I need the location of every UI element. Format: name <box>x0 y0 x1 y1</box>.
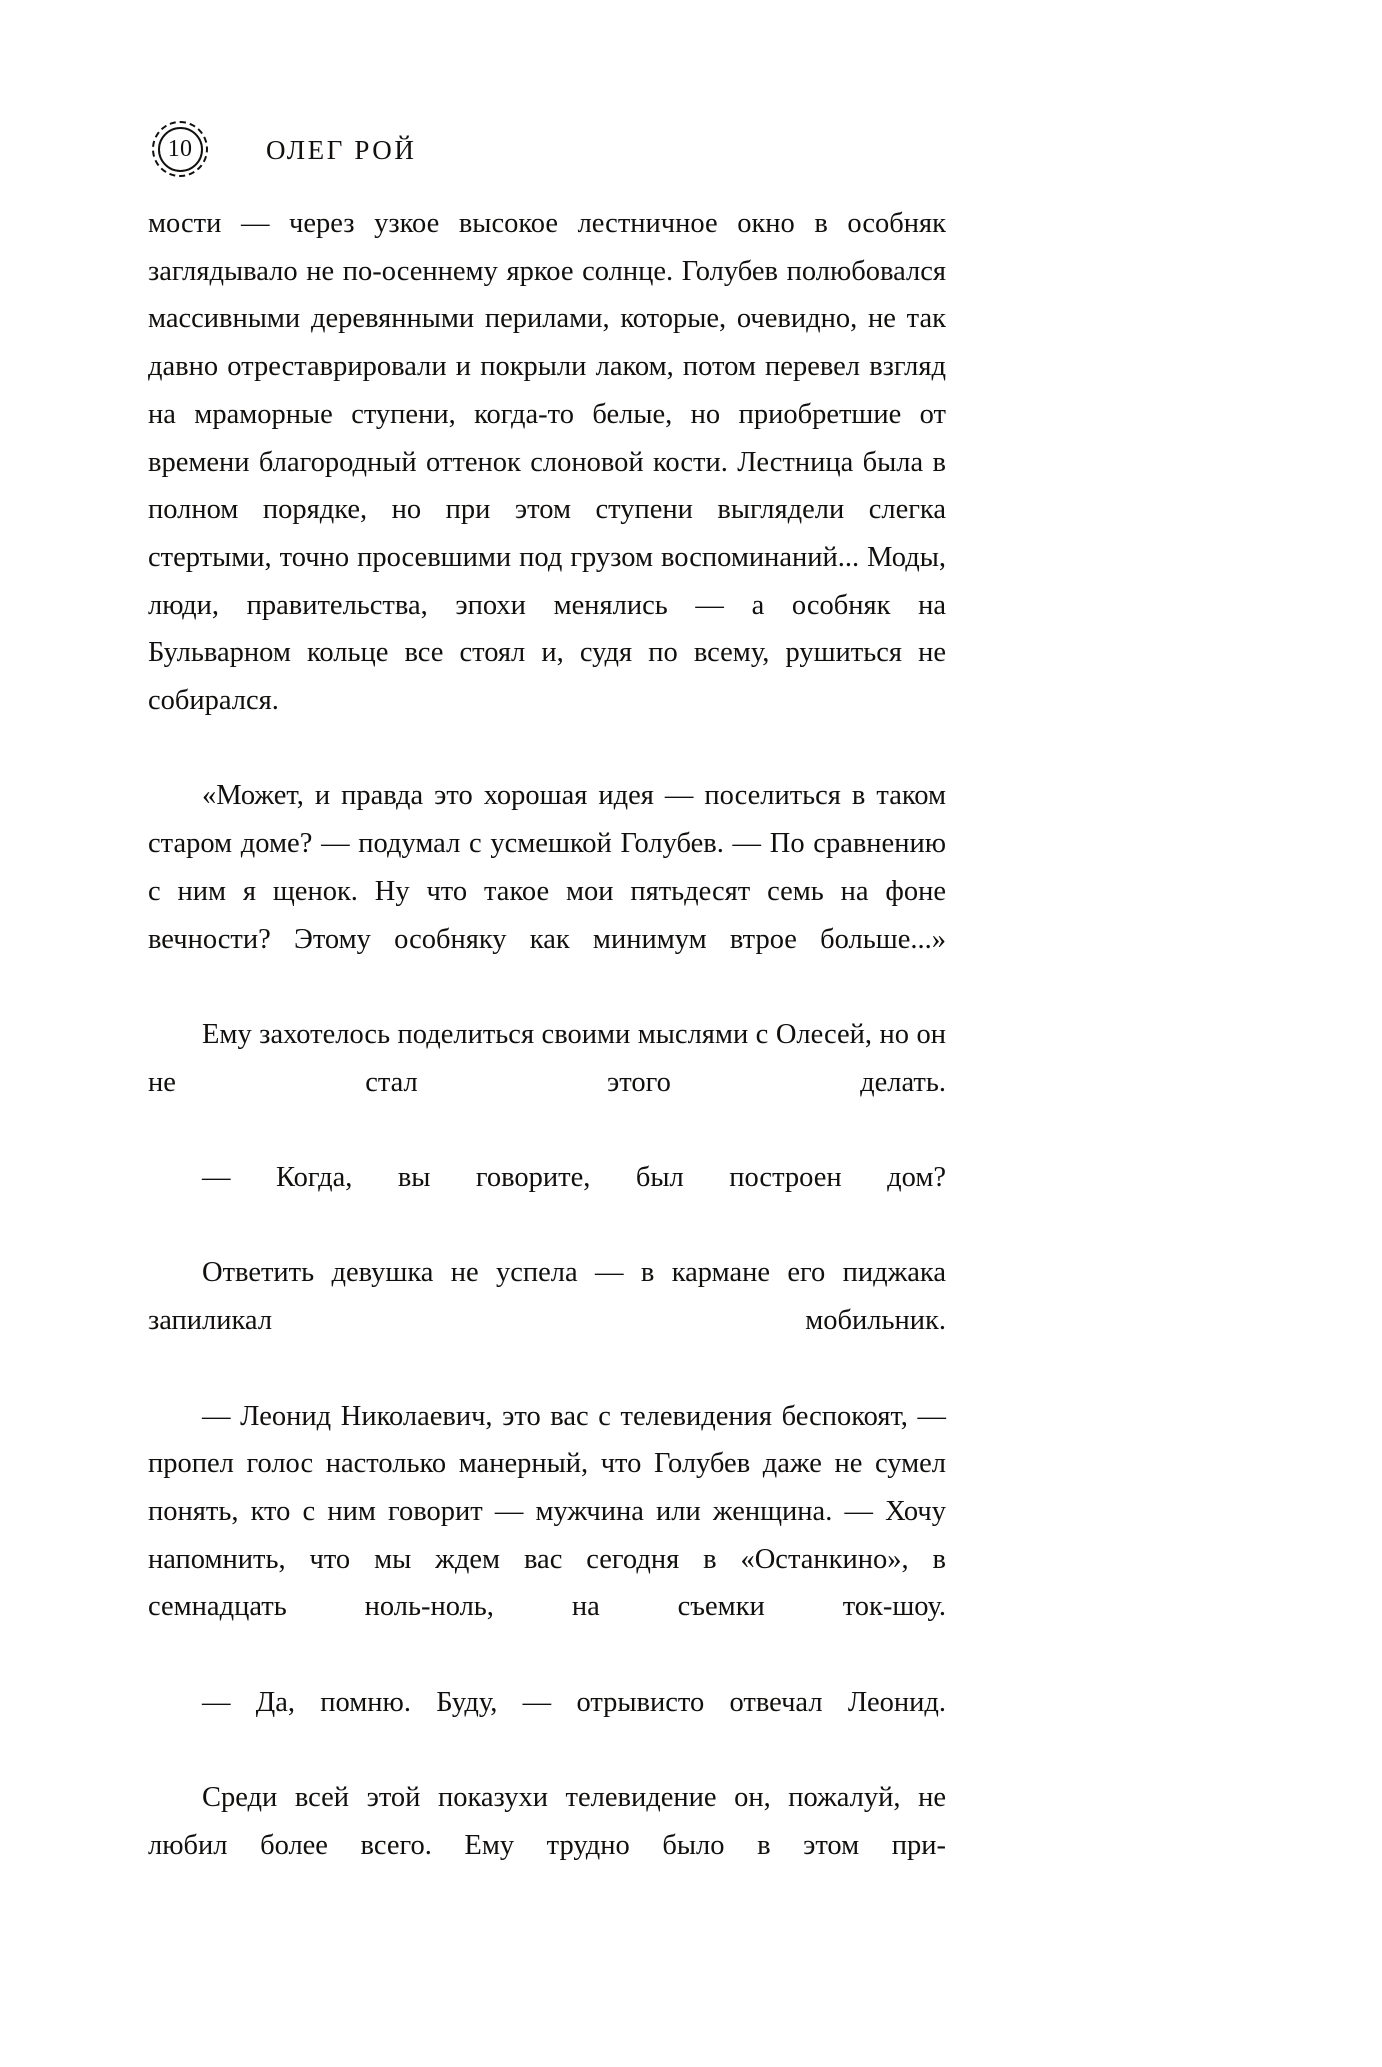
body-text <box>148 200 946 1917</box>
paragraph-1: мости — через узкое высокое лестничное окно в особняк заглядывало не по-осеннему яркое солнце. Голубев полюбовался массивными деревянными перилами, которые, очевидно, не так давно отреставрировали и покрыли лаком, потом перевел взгляд на мраморные ступени, когда-то белые, но приобретшие от времени благородный оттенок слоновой кости. Лестница была в полном порядке, но при этом ступени выглядели слегка стертыми, точно просевшими под грузом воспоминаний... Моды, люди, правительства, эпохи менялись — а особняк на Бульварном кольце все стоял и, судя по всему, рушиться не собирался. <box>148 208 946 717</box>
running-head <box>152 118 952 180</box>
paragraph-3: Ему захотелось поделиться своими мыслями с Олесей, но он не стал этого делать. <box>148 1018 946 1098</box>
paragraph-6: — Леонид Николаевич, это вас с телевидения беспокоят, — пропел голос настолько манерный, что Голубев даже не сумел понять, кто с ним говорит — мужчина или женщина. — Хочу напомнить, что мы ждем вас сегодня в «Останкино», в семнадцать ноль-ноль, на съемки ток-шоу. <box>148 1400 946 1623</box>
paragraph-4: — Когда, вы говорите, был построен дом? <box>202 1162 946 1194</box>
paragraph-8: Среди всей этой показухи телевидение он, пожалуй, не любил более всего. Ему трудно было в этом при- <box>148 1782 946 1861</box>
page-number: 10 <box>167 135 193 162</box>
running-head-author: ОЛЕГ РОЙ <box>266 134 417 165</box>
paragraph-2: «Может, и правда это хорошая идея — поселиться в таком старом доме? — подумал с усмешкой Голубев. — По сравнению с ним я щенок. Ну что такое мои пятьдесят семь на фоне вечности? Этому особняку как минимум втрое больше...» <box>148 780 946 955</box>
page-number-badge <box>152 121 208 177</box>
paragraph-5: Ответить девушка не успела — в кармане его пиджака запиликал мобильник. <box>148 1257 946 1337</box>
paragraph-7: — Да, помню. Буду, — отрывисто отвечал Леонид. <box>202 1686 946 1718</box>
